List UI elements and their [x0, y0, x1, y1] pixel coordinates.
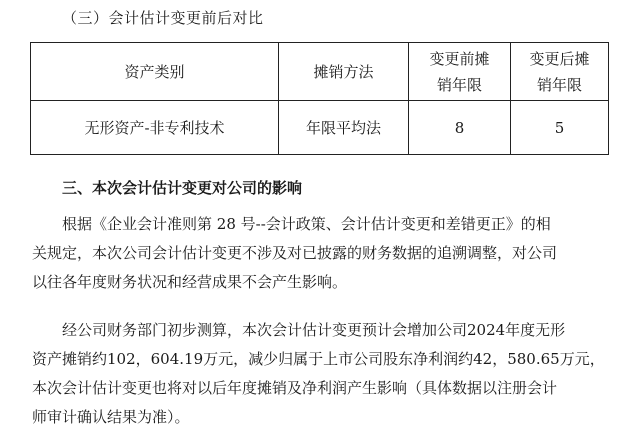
header-asset-category-text: 资产类别: [124, 62, 185, 81]
paragraph-impact-estimate: [32, 316, 622, 432]
table-header-row: [31, 43, 609, 101]
header-years-after-line1: 变更后摊: [529, 49, 590, 68]
section-heading: 三、本次会计估计变更对公司的影响: [62, 179, 303, 197]
header-amortization-method-text: 摊销方法: [313, 62, 374, 81]
header-years-before-line1: 变更前摊: [429, 49, 490, 68]
paragraph-line: 经公司财务部门初步测算，本次会计估计变更预计会增加公司2024年度无形: [62, 321, 566, 339]
paragraph-impact-policy: [32, 210, 622, 297]
paragraph-line: 以往各年度财务状况和经营成果不会产生影响。: [32, 273, 348, 291]
header-asset-category: [31, 43, 279, 101]
cell-years-before: 8: [409, 101, 511, 155]
cell-years-after: 5: [511, 101, 609, 155]
paragraph-line: 根据《企业会计准则第 28 号--会计政策、会计估计变更和差错更正》的相: [62, 215, 551, 233]
paragraph-line: 师审计确认结果为准）。: [32, 408, 190, 426]
paragraph-line: 资产摊销约102，604.19万元，减少归属于上市公司股东净利润约42，580.65万元，: [32, 350, 605, 368]
comparison-table: [30, 42, 609, 155]
cell-amortization-method: 年限平均法: [279, 101, 409, 155]
header-years-after-line2: 销年限: [536, 75, 582, 94]
cell-asset-category: 无形资产-非专利技术: [31, 101, 279, 155]
header-years-before: [409, 43, 511, 101]
header-amortization-method: [279, 43, 409, 101]
header-years-after: [511, 43, 609, 101]
paragraph-line: 本次会计估计变更也将对以后年度摊销及净利润产生影响（具体数据以注册会计: [32, 379, 558, 397]
header-years-before-line2: 销年限: [436, 75, 482, 94]
subsection-heading: （三）会计估计变更前后对比: [62, 9, 264, 27]
table-row: [31, 101, 609, 155]
paragraph-line: 关规定，本次公司会计估计变更不涉及对已披露的财务数据的追溯调整，对公司: [32, 244, 558, 262]
